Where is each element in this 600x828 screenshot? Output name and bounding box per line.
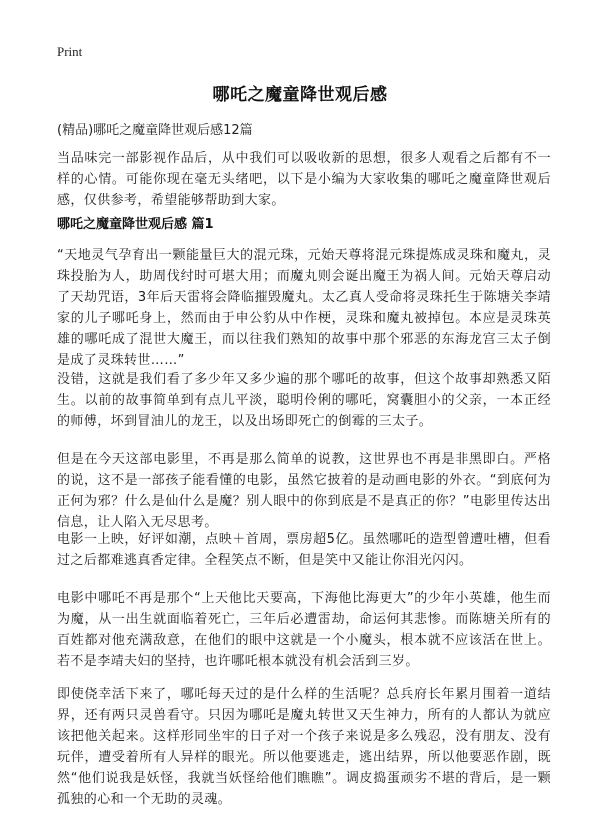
body-paragraph: “天地灵气孕育出一颗能量巨大的混元珠，元始天尊将混元珠提炼成灵珠和魔丸，灵珠投胎为人，助周伐纣时可堪大用；而魔丸则会诞出魔王为祸人间。元始天尊启动了天劫咒语，3年后天雷将会降临摧毁魔丸。太乙真人受命将灵珠托生于陈塘关李靖家的儿子哪吒身上，然而由于申公豹从中作梗，灵珠和魔丸被掉包。本应是灵珠英雄的哪吒成了混世大魔王，而以往我们熟知的故事中那个邪恶的东海龙宫三太子倒是成了灵珠转世……” [57,248,551,368]
body-paragraph: 电影一上映，好评如潮，点映＋首周，票房超5亿。虽然哪吒的造型曾遭吐槽，但看过之后都难逃真香定律。全程笑点不断，但是笑中又能让你泪光闪闪。 [57,532,551,568]
body-paragraph: 即使侥幸活下来了，哪吒每天过的是什么样的生活呢？总兵府长年累月围着一道结界，还有两只灵兽看守。只因为哪吒是魔丸转世又天生神力，所有的人都认为就应该把他关起来。这样形同坐牢的日子对一个孩子来说是多么残忍，没有朋友、没有玩伴，遭受着所有人异样的眼光。所以他要逃走，逃出结界，所以他要恶作剧，既然“他们说我是妖怪，我就当妖怪给他们瞧瞧”。调皮捣蛋顽劣不堪的背后，是一颗孤独的心和一个无助的灵魂。 [57,687,551,807]
body-paragraph: 电影中哪吒不再是那个“上天他比天要高，下海他比海更大”的少年小英雄，他生而为魔，从一出生就面临着死亡，三年后必遭雷劫，命运何其悲惨。而陈塘关所有的百姓都对他充满敌意，在他们的眼中这就是一个小魔头，根本就不应该活在世上。若不是李靖夫妇的坚持，也许哪吒根本就没有机会活到三岁。 [57,591,551,669]
body-paragraph: 没错，这就是我们看了多少年又多少遍的那个哪吒的故事，但这个故事却熟悉又陌生。以前的故事简单到有点儿平淡，聪明伶俐的哪吒，窝囊胆小的父亲，一本正经的师傅，坏到冒油儿的龙王，以及出场即死亡的倒霉的三太子。 [57,372,551,429]
section-heading: 哪吒之魔童降世观后感 篇1 [57,217,214,232]
page-title: 哪吒之魔童降世观后感 [212,85,388,105]
document-subtitle: (精品)哪吒之魔童降世观后感12篇 [57,123,253,138]
print-label: Print [57,44,83,59]
body-paragraph: 但是在今天这部电影里，不再是那么简单的说教，这世界也不再是非黑即白。严格的说，这不是一部孩子能看懂的电影，虽然它披着的是动画电影的外衣。“到底何为正何为邪？什么是仙什么是魔？别人眼中的你到底是不是真正的你？”电影里传达出信息，让人陷入无尽思考。 [57,452,551,530]
intro-paragraph: 当品味完一部影视作品后，从中我们可以吸收新的思想，很多人观看之后都有不一样的心情。可能你现在毫无头绪吧，以下是小编为大家收集的哪吒之魔童降世观后感，仅供参考，希望能够帮助到大家。 [57,151,551,208]
